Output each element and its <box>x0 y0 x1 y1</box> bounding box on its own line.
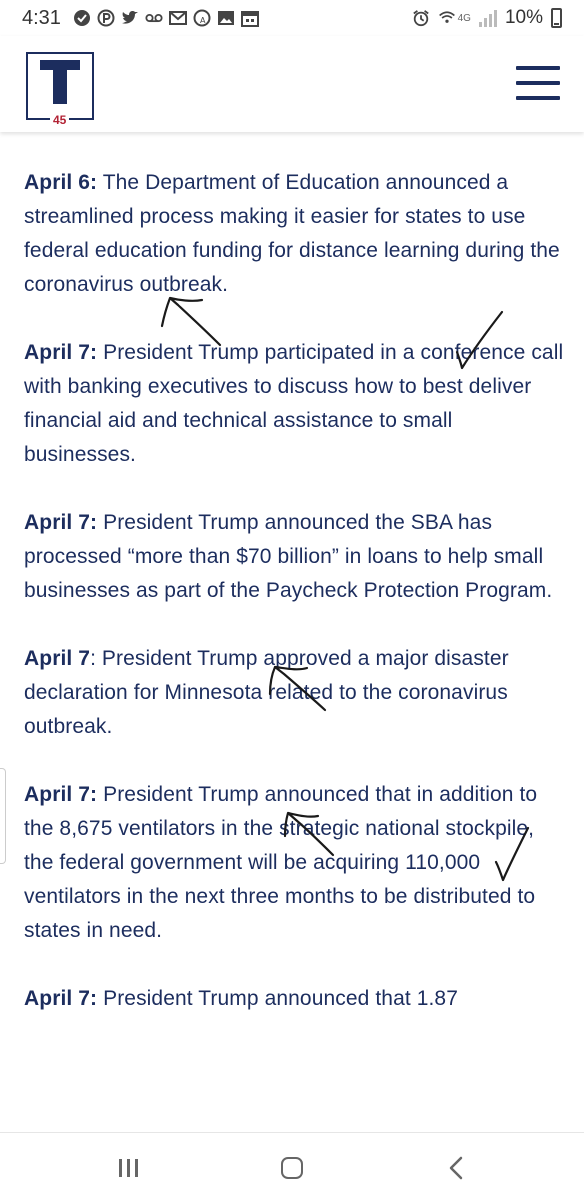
logo-letter <box>40 60 80 109</box>
entry-date: April 7: <box>24 341 98 364</box>
gmail-icon <box>169 9 187 27</box>
entry-date: April 6: <box>24 171 98 194</box>
status-time: 4:31 <box>22 6 61 29</box>
battery-icon <box>551 8 562 28</box>
site-logo[interactable] <box>26 52 94 127</box>
entry-text: The Department of Education announced a streamlined process making it easier for states to use federal education funding for distance learning during the coronavirus outbreak. <box>24 171 560 296</box>
check-circle-icon <box>73 9 91 27</box>
edge-panel-handle[interactable] <box>0 768 6 864</box>
twitter-icon <box>121 9 139 27</box>
timeline-entry <box>24 642 564 744</box>
back-icon[interactable] <box>436 1155 476 1181</box>
timeline-entry <box>24 336 564 472</box>
image-icon <box>217 9 235 27</box>
navigation-bar <box>0 1132 584 1200</box>
status-bar <box>0 0 584 36</box>
voicemail-icon <box>145 9 163 27</box>
wifi-calling-icon <box>438 9 456 27</box>
status-left <box>22 7 259 30</box>
entry-text: President Trump announced the SBA has processed “more than $70 billion” in loans to help small businesses as part of the Paycheck Protection Program. <box>24 511 553 602</box>
home-icon[interactable] <box>272 1155 312 1181</box>
timeline-entry <box>24 166 564 302</box>
timeline-entry <box>24 778 564 948</box>
assistant-icon <box>193 9 211 27</box>
entry-text: President Trump announced that in addition to the 8,675 ventilators in the strategic national stockpile, the federal government will be acquiring 110,000 ventilators in the next three months to be distributed to states in need. <box>24 783 538 942</box>
hamburger-menu-icon[interactable] <box>516 66 560 100</box>
entry-date: April 7: <box>24 511 98 534</box>
entry-text: : President Trump approved a major disaster declaration for Minnesota related to the coronavirus outbreak. <box>24 647 509 738</box>
svg-text:A: A <box>199 16 206 25</box>
calendar-icon <box>241 9 259 27</box>
network-type: 4G <box>457 12 471 24</box>
alarm-icon <box>412 9 430 27</box>
entry-text: President Trump announced that 1.87 <box>97 987 458 1010</box>
recent-apps-icon[interactable] <box>108 1155 148 1181</box>
signal-icon <box>479 9 497 27</box>
p-app-icon <box>97 9 115 27</box>
timeline-entry <box>24 982 564 1016</box>
battery-percent: 10% <box>504 7 543 28</box>
entry-text: President Trump participated in a conference call with banking executives to discuss how to best deliver financial aid and technical assistance to small businesses. <box>24 341 564 466</box>
entry-date: April 7: <box>24 783 98 806</box>
entry-date: April 7: <box>24 987 98 1010</box>
timeline-entry <box>24 506 564 608</box>
logo-number: 45 <box>50 113 69 127</box>
article-content <box>24 166 564 1016</box>
status-right <box>412 7 562 29</box>
entry-date: April 7 <box>24 647 91 670</box>
site-header <box>0 36 584 132</box>
